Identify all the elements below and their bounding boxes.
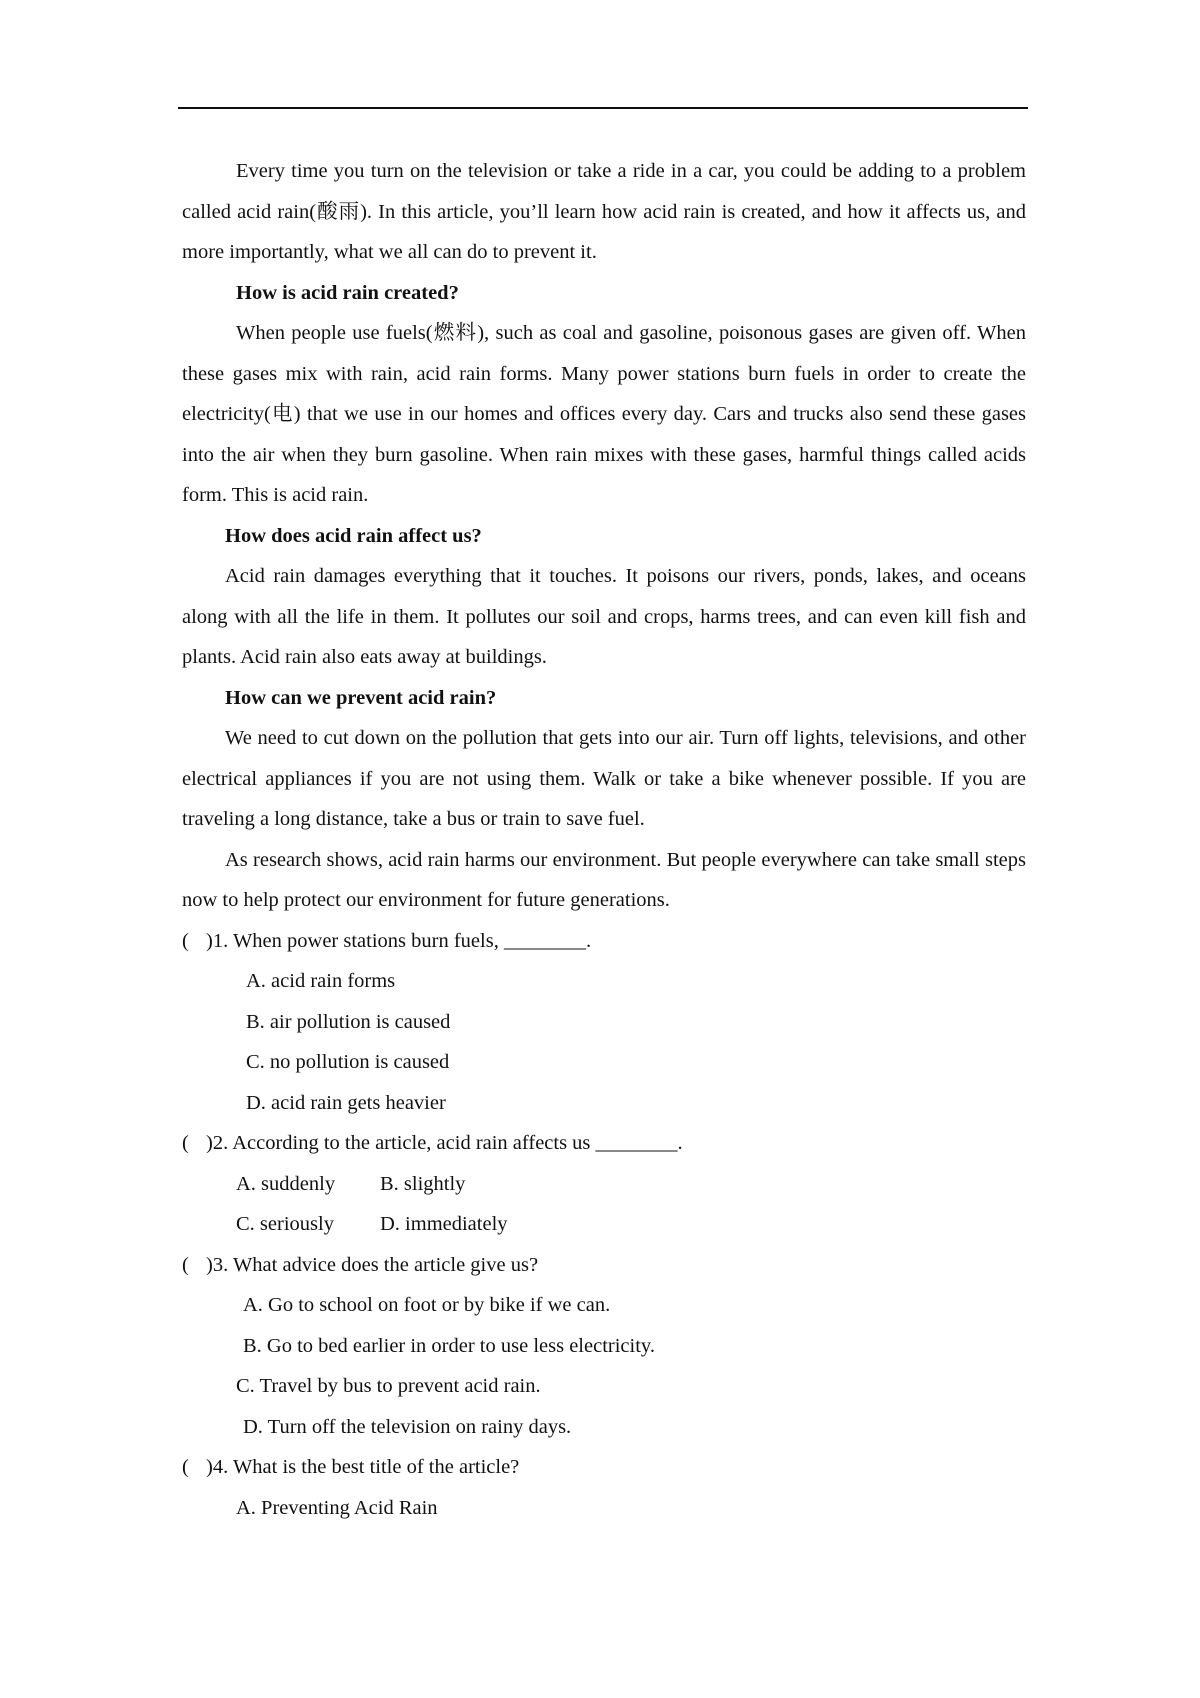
question-text: )3. What advice does the article give us? — [206, 1253, 539, 1276]
section-heading-prevent: How can we prevent acid rain? — [225, 686, 497, 709]
question-text: )4. What is the best title of the article? — [206, 1456, 520, 1478]
question-3 — [182, 1245, 1026, 1448]
option-d: D. immediately — [380, 1213, 508, 1235]
option-d: D. acid rain gets heavier — [246, 1091, 446, 1114]
passage-paragraph-created: When people use fuels(燃料), such as coal and gasoline, poisonous gases are given off. When these gases mix with rain, acid rain forms. Many power stations burn fuels in order to create the electricity(电) that we use in our homes and offices every day. Cars and trucks also send these gases into the air when they burn gasoline. When rain mixes with these gases, harmful things called acids form. This is acid rain. — [182, 322, 1026, 506]
section-heading-created: How is acid rain created? — [236, 281, 459, 304]
answer-blank: ( — [182, 1132, 189, 1154]
answer-blank: ( — [182, 1253, 189, 1276]
question-4 — [182, 1447, 1026, 1528]
option-row — [182, 1164, 1026, 1205]
option-a: A. suddenly — [236, 1172, 336, 1195]
option-c: C. seriously — [236, 1213, 334, 1235]
passage-conclusion: As research shows, acid rain harms our environment. But people everywhere can take small steps now to help protect our environment for future generations. — [182, 848, 1026, 911]
question-2 — [182, 1123, 1026, 1245]
question-stem — [182, 1245, 1026, 1286]
reading-passage — [182, 151, 1026, 1528]
header-rule — [178, 107, 1028, 109]
option-row — [182, 1204, 1026, 1245]
option-c: C. Travel by bus to prevent acid rain. — [236, 1375, 541, 1397]
passage-intro: Every time you turn on the television or take a ride in a car, you could be adding to a problem called acid rain(酸雨). In this article, you’ll learn how acid rain is created, and how it affects us, and more importantly, what we all can do to prevent it. — [182, 160, 1026, 263]
answer-blank: ( — [182, 929, 189, 952]
option-b: B. Go to bed earlier in order to use less electricity. — [243, 1334, 655, 1357]
option-d: D. Turn off the television on rainy days. — [243, 1415, 572, 1438]
question-text: )1. When power stations burn fuels, ________. — [206, 929, 592, 952]
question-stem — [182, 921, 1026, 962]
question-text: )2. According to the article, acid rain affects us ________. — [206, 1132, 683, 1154]
question-stem — [182, 1447, 1026, 1488]
option-b: B. slightly — [380, 1172, 466, 1195]
option-a: A. Go to school on foot or by bike if we can. — [243, 1294, 611, 1316]
passage-paragraph-prevent: We need to cut down on the pollution that gets into our air. Turn off lights, televisions, and other electrical appliances if you are not using them. Walk or take a bike whenever possible. If you are traveling a long distance, take a bus or train to save fuel. — [182, 727, 1026, 830]
option-b: B. air pollution is caused — [246, 1010, 451, 1033]
option-c: C. no pollution is caused — [246, 1051, 450, 1073]
option-a: A. Preventing Acid Rain — [236, 1496, 438, 1519]
question-1 — [182, 921, 1026, 1124]
section-heading-affect: How does acid rain affect us? — [225, 524, 482, 547]
question-stem — [182, 1123, 1026, 1164]
passage-paragraph-affect: Acid rain damages everything that it touches. It poisons our rivers, ponds, lakes, and oceans along with all the life in them. It pollutes our soil and crops, harms trees, and can even kill fish and plants. Acid rain also eats away at buildings. — [182, 565, 1026, 668]
option-a: A. acid rain forms — [246, 970, 396, 992]
answer-blank: ( — [182, 1456, 189, 1478]
